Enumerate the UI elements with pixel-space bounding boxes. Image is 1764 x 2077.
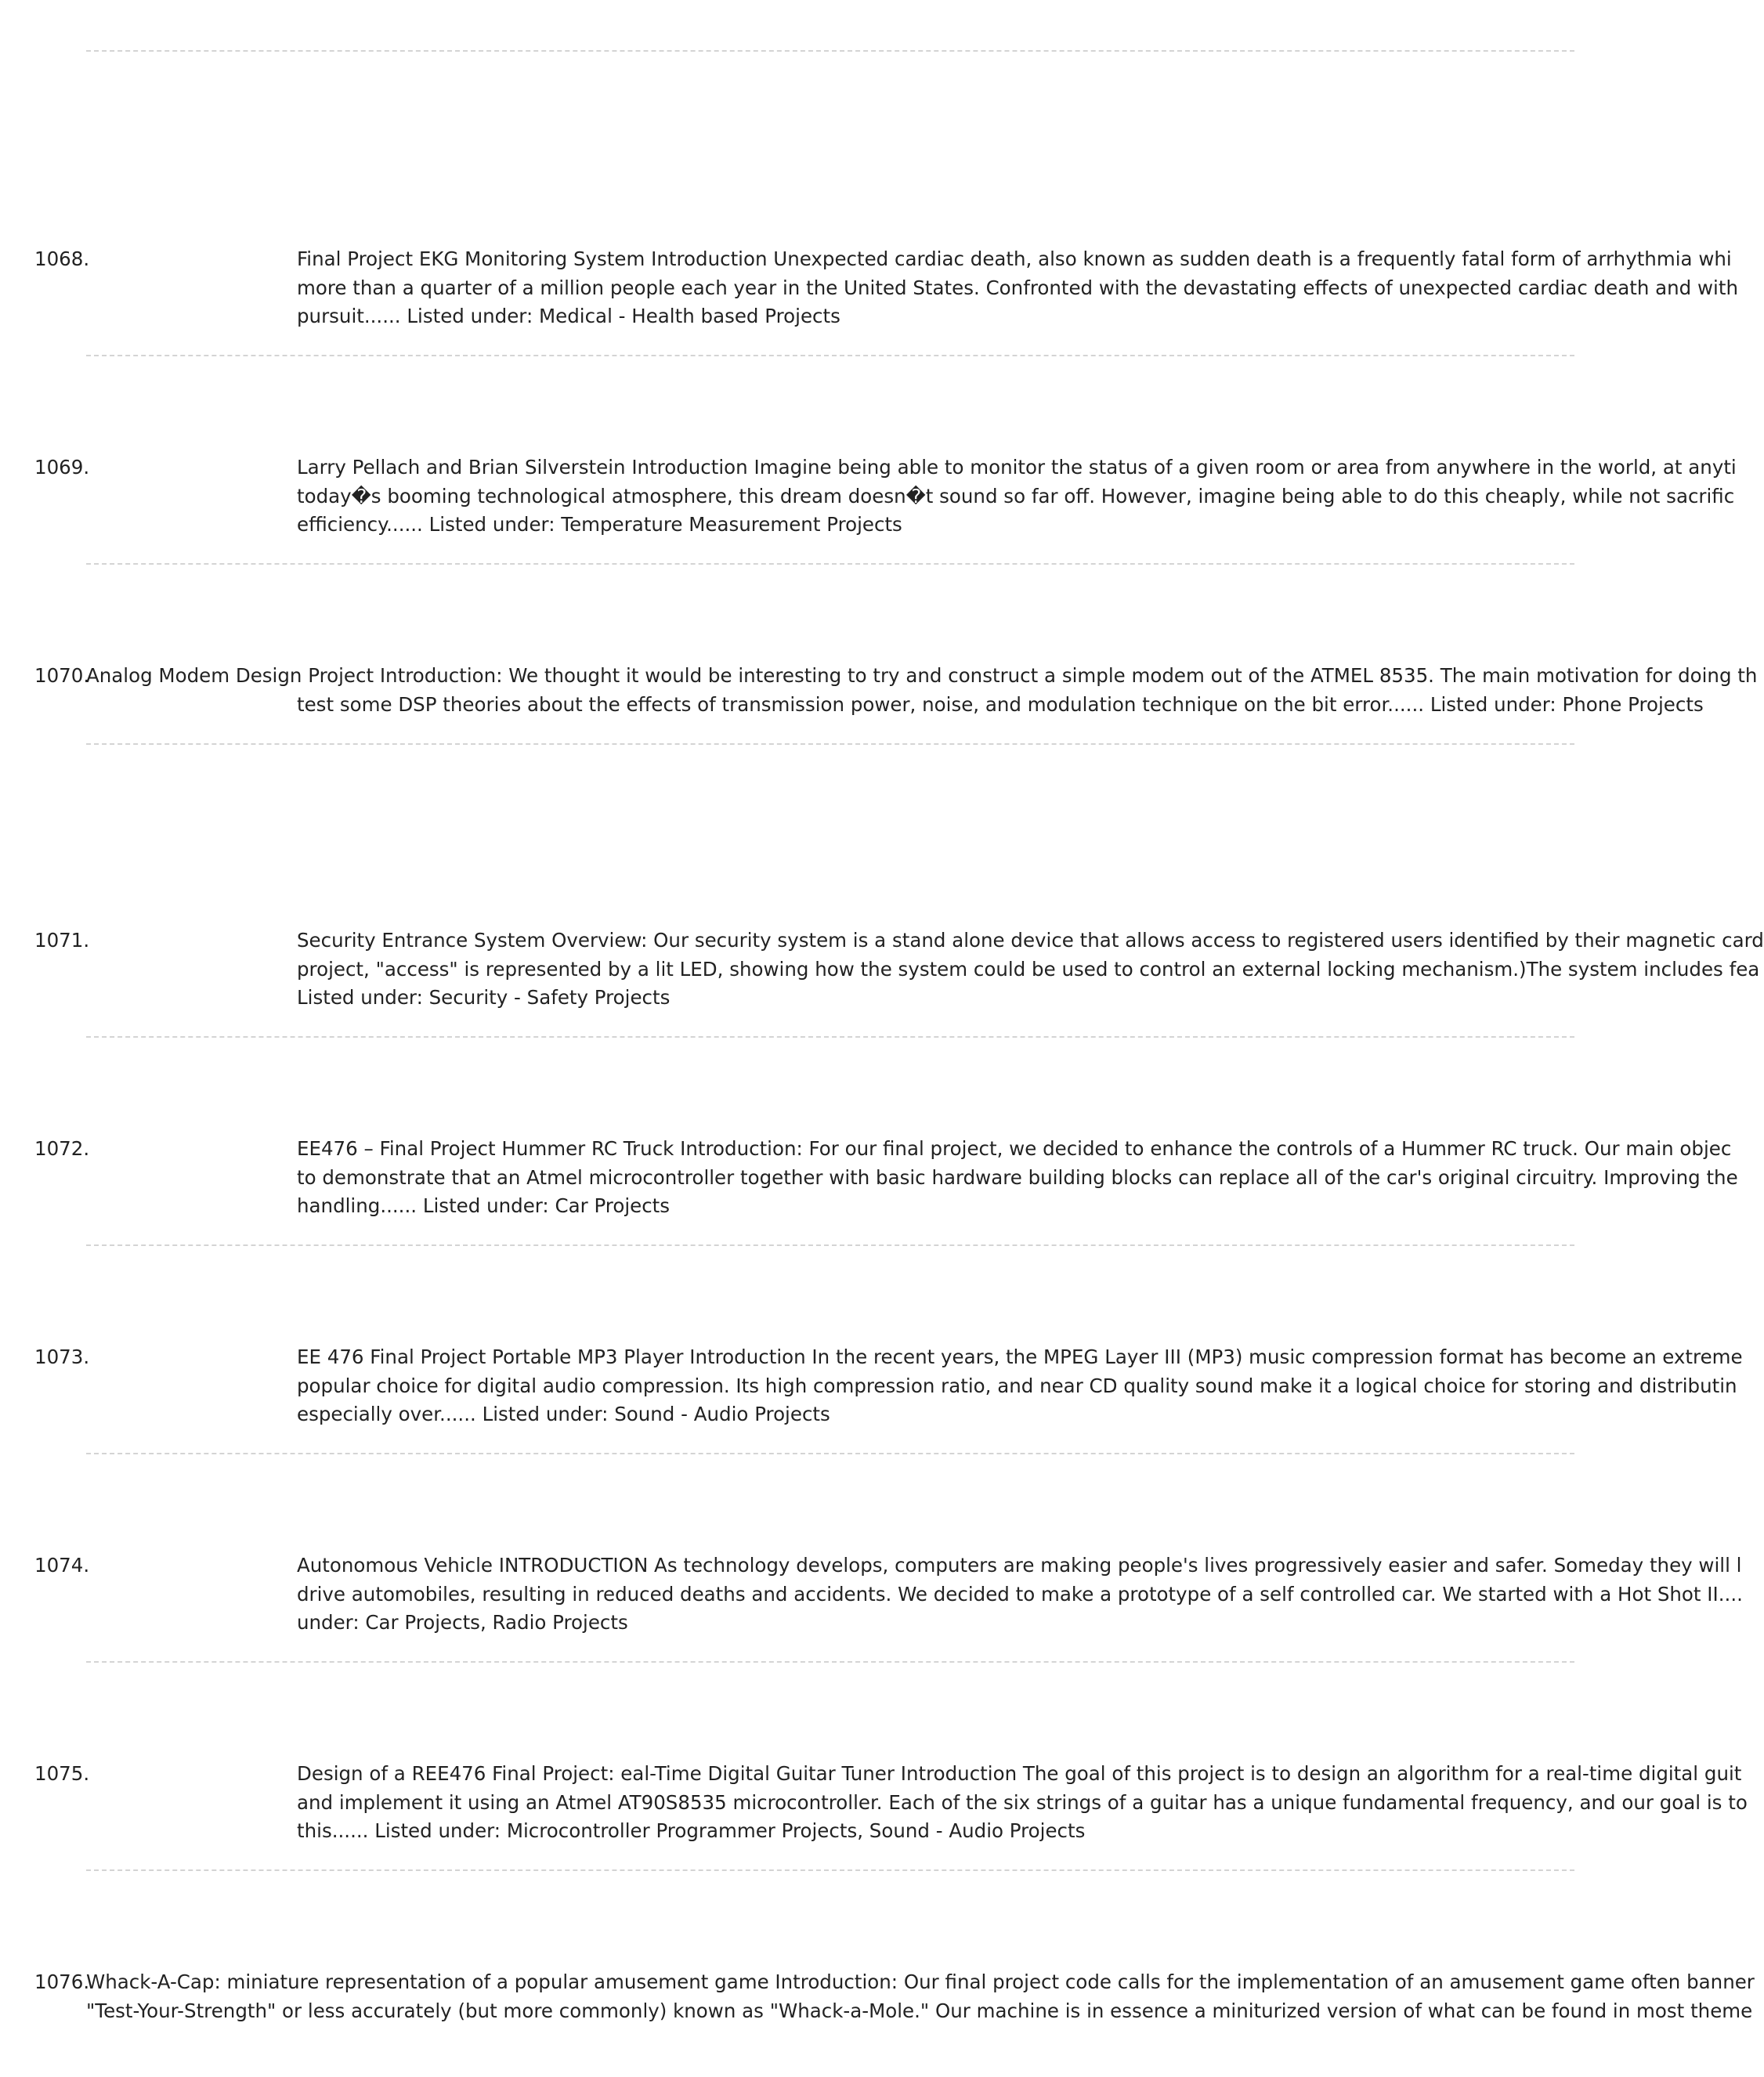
item-number: 1072. [34,1137,90,1160]
item-description-line [297,1817,1085,1846]
item-description-line: today�s booming technological atmosphere, this dream doesn�t sound so far off. However, imagine being able to do this cheaply, while not sacrific [297,484,1735,508]
item-number: 1073. [34,1346,90,1368]
divider [86,1661,1574,1663]
item-description-end: pursuit...... [297,305,401,327]
item-description-line [297,1400,830,1429]
category-link[interactable]: Security - Safety Projects [428,986,671,1009]
category-link[interactable]: Sound - Audio Projects [614,1403,830,1425]
category-link[interactable]: Microcontroller Programmer Projects, Sound - Audio Projects [506,1819,1086,1842]
divider [86,743,1574,745]
item-number: 1069. [34,456,90,479]
item-description-line [297,691,1704,720]
item-description-line: EE476 – Final Project Hummer RC Truck Introduction: For our final project, we decided to enhance the controls of a Hummer RC truck. Our main objec [297,1137,1732,1160]
listed-under-label: under: [297,1611,360,1634]
item-description-line: "Test-Your-Strength" or less accurately (but more commonly) known as "Whack-a-Mole." Our machine is in essence a miniturized version of what can be found in most theme [86,1999,1753,2022]
item-number: 1076. [34,1970,90,1993]
item-number: 1070. [34,664,90,687]
item-description-line [297,984,670,1013]
item-description-line: Larry Pellach and Brian Silverstein Introduction Imagine being able to monitor the status of a given room or area from anywhere in the world, at anyti [297,456,1737,479]
item-description-line: Security Entrance System Overview: Our security system is a stand alone device that allows access to registered users identified by their magnetic card [297,929,1764,952]
listed-under-label: Listed under: [1430,692,1556,716]
item-description-end: handling...... [297,1194,418,1217]
item-description-line: to demonstrate that an Atmel microcontroller together with basic hardware building blocks can replace all of the car's original circuitry. Improving the [297,1165,1738,1189]
item-description-line: more than a quarter of a million people each year in the United States. Confronted with the devastating effects of unexpected cardiac death and with [297,276,1739,299]
item-description-line: Autonomous Vehicle INTRODUCTION As technology develops, computers are making people's lives progressively easier and safer. Someday they will l [297,1554,1742,1577]
category-link[interactable]: Car Projects, Radio Projects [365,1611,628,1634]
item-description-end: test some DSP theories about the effects of transmission power, noise, and modulation technique on the bit error...... [297,692,1425,716]
item-description-line: and implement it using an Atmel AT90S8535 microcontroller. Each of the six strings of a guitar has a unique fundamental frequency, and our goal is to [297,1790,1748,1814]
item-number: 1074. [34,1554,90,1577]
item-description-line: popular choice for digital audio compression. Its high compression ratio, and near CD quality sound make it a logical choice for storing and distributin [297,1374,1737,1397]
item-description-end: efficiency...... [297,513,423,536]
item-number: 1071. [34,929,90,952]
divider [86,355,1574,356]
item-description-line [297,1609,628,1638]
listed-under-label: Listed under: [374,1819,501,1842]
item-description-line: project, "access" is represented by a lit LED, showing how the system could be used to control an external locking mechanism.)The system includes fea [297,957,1760,981]
item-number: 1068. [34,247,90,270]
item-description-end: especially over...... [297,1403,476,1425]
divider [86,1869,1574,1871]
item-description-line: Whack-A-Cap: miniature representation of a popular amusement game Introduction: Our final project code calls for the implementation of an amusement game often banner [86,1970,1755,1993]
item-description-line: Final Project EKG Monitoring System Introduction Unexpected cardiac death, also known as sudden death is a frequently fatal form of arrhythmia whi [297,247,1732,270]
item-description-end: this...... [297,1819,369,1842]
listed-under-label: Listed under: [407,305,533,327]
item-number: 1075. [34,1762,90,1785]
divider [86,1036,1574,1038]
listed-under-label: Listed under: [482,1403,609,1425]
item-description-line: EE 476 Final Project Portable MP3 Player Introduction In the recent years, the MPEG Layer III (MP3) music compression format has become an extreme [297,1346,1743,1368]
item-description-line [297,511,902,540]
item-description-line: Design of a REE476 Final Project: eal-Time Digital Guitar Tuner Introduction The goal of this project is to design an algorithm for a real-time digital guit [297,1762,1742,1785]
category-link[interactable]: Temperature Measurement Projects [561,513,902,536]
divider [86,1453,1574,1454]
category-link[interactable]: Phone Projects [1562,692,1704,716]
item-description-line [297,1192,670,1221]
divider [86,1244,1574,1246]
item-description-line [297,302,840,331]
listed-under-label: Listed under: [422,1194,549,1217]
item-description-line: drive automobiles, resulting in reduced deaths and accidents. We decided to make a prototype of a self controlled car. We started with a Hot Shot II.... [297,1582,1743,1606]
listed-under-label: Listed under: [428,513,555,536]
listed-under-label: Listed under: [297,986,423,1009]
category-link[interactable]: Medical - Health based Projects [539,305,840,327]
divider [86,563,1574,565]
category-link[interactable]: Car Projects [555,1194,671,1217]
divider [86,50,1574,52]
item-description-line: Analog Modem Design Project Introduction: We thought it would be interesting to try and construct a simple modem out of the ATMEL 8535. The main motivation for doing th [86,664,1758,687]
